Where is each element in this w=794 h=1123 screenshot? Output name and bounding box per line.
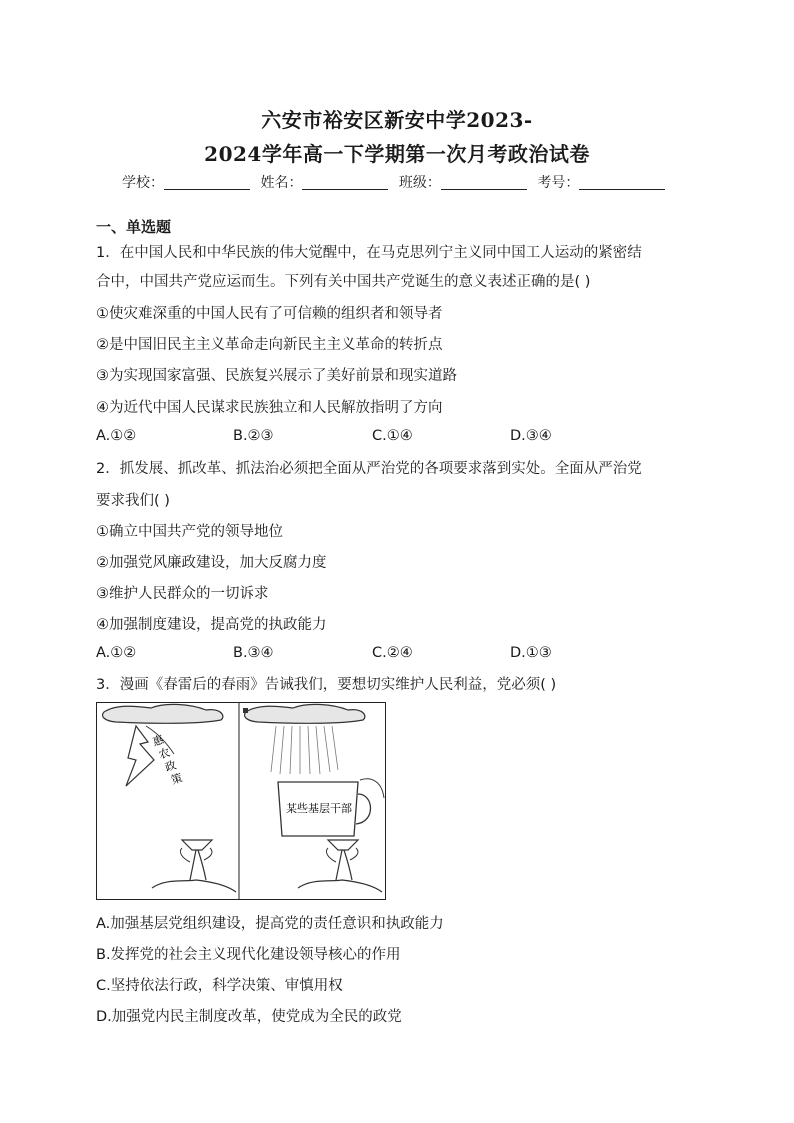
cartoon-left-char-3: 政 bbox=[163, 758, 178, 775]
class-blank[interactable] bbox=[441, 175, 527, 190]
q1-stem-line1: 1．在中国人民和中华民族的伟大觉醒中，在马克思列宁主义同中国工人运动的紧密结 bbox=[96, 245, 642, 261]
q1-option-d[interactable]: D.③④ bbox=[510, 428, 552, 444]
name-blank[interactable] bbox=[302, 175, 388, 190]
q1-option-c[interactable]: C.①④ bbox=[372, 428, 413, 444]
cartoon-right-label: 某些基层干部 bbox=[286, 802, 352, 815]
q1-statement-4: ④为近代中国人民谋求民族独立和人民解放指明了方向 bbox=[96, 400, 443, 416]
q1-option-b[interactable]: B.②③ bbox=[233, 428, 274, 444]
q1-statement-3: ③为实现国家富强、民族复兴展示了美好前景和现实道路 bbox=[96, 368, 457, 384]
q1-stem-line2: 合中，中国共产党应运而生。下列有关中国共产党诞生的意义表述正确的是( ) bbox=[96, 274, 591, 290]
q2-statement-3: ③维护人民群众的一切诉求 bbox=[96, 586, 269, 602]
exam-title-line1: 六安市裕安区新安中学2023- bbox=[261, 108, 533, 132]
section-title: 一、单选题 bbox=[96, 218, 172, 236]
student-info-row bbox=[122, 172, 682, 192]
q2-option-b[interactable]: B.③④ bbox=[233, 645, 274, 661]
name-label: 姓名： bbox=[260, 175, 303, 191]
q1-option-a[interactable]: A.①② bbox=[96, 428, 137, 444]
exam-number-label: 考号： bbox=[537, 175, 580, 191]
q2-stem-line1: 2．抓发展、抓改革、抓法治必须把全面从严治党的各项要求落到实处。全面从严治党 bbox=[96, 461, 642, 477]
q2-statement-2: ②加强党风廉政建设，加大反腐力度 bbox=[96, 555, 327, 571]
q3-choice-c[interactable]: C.坚持依法行政，科学决策、审慎用权 bbox=[96, 978, 343, 994]
q2-statement-1: ①确立中国共产党的领导地位 bbox=[96, 524, 283, 540]
exam-title-line2: 2024学年高一下学期第一次月考政治试卷 bbox=[204, 142, 590, 166]
q3-choice-d[interactable]: D.加强党内民主制度改革，使党成为全民的政党 bbox=[96, 1009, 402, 1025]
cartoon-left-char-4: 策 bbox=[169, 771, 185, 787]
q1-statement-1: ①使灾难深重的中国人民有了可信赖的组织者和领导者 bbox=[96, 306, 443, 322]
cartoon-drawing bbox=[96, 702, 386, 900]
q3-stem-line1: 3．漫画《春雷后的春雨》告诫我们，要想切实维护人民利益，党必须( ) bbox=[96, 677, 557, 693]
q2-statement-4: ④加强制度建设，提高党的执政能力 bbox=[96, 617, 327, 633]
q1-statement-2: ②是中国旧民主主义革命走向新民主主义革命的转折点 bbox=[96, 337, 443, 353]
cartoon-image bbox=[96, 702, 386, 900]
q2-option-c[interactable]: C.②④ bbox=[372, 645, 413, 661]
school-label: 学校： bbox=[122, 175, 164, 191]
exam-number-blank[interactable] bbox=[579, 175, 665, 190]
q3-choice-b[interactable]: B.发挥党的社会主义现代化建设领导核心的作用 bbox=[96, 947, 401, 963]
q2-option-a[interactable]: A.①② bbox=[96, 645, 137, 661]
q3-choice-a[interactable]: A.加强基层党组织建设，提高党的责任意识和执政能力 bbox=[96, 916, 444, 932]
school-blank[interactable] bbox=[164, 175, 250, 190]
q2-stem-line2: 要求我们( ) bbox=[96, 493, 170, 509]
class-label: 班级： bbox=[398, 175, 441, 191]
cartoon-left-char-2: 农 bbox=[157, 745, 172, 762]
q2-option-d[interactable]: D.①③ bbox=[510, 645, 552, 661]
cartoon-left-char-1: 惠 bbox=[150, 733, 166, 749]
